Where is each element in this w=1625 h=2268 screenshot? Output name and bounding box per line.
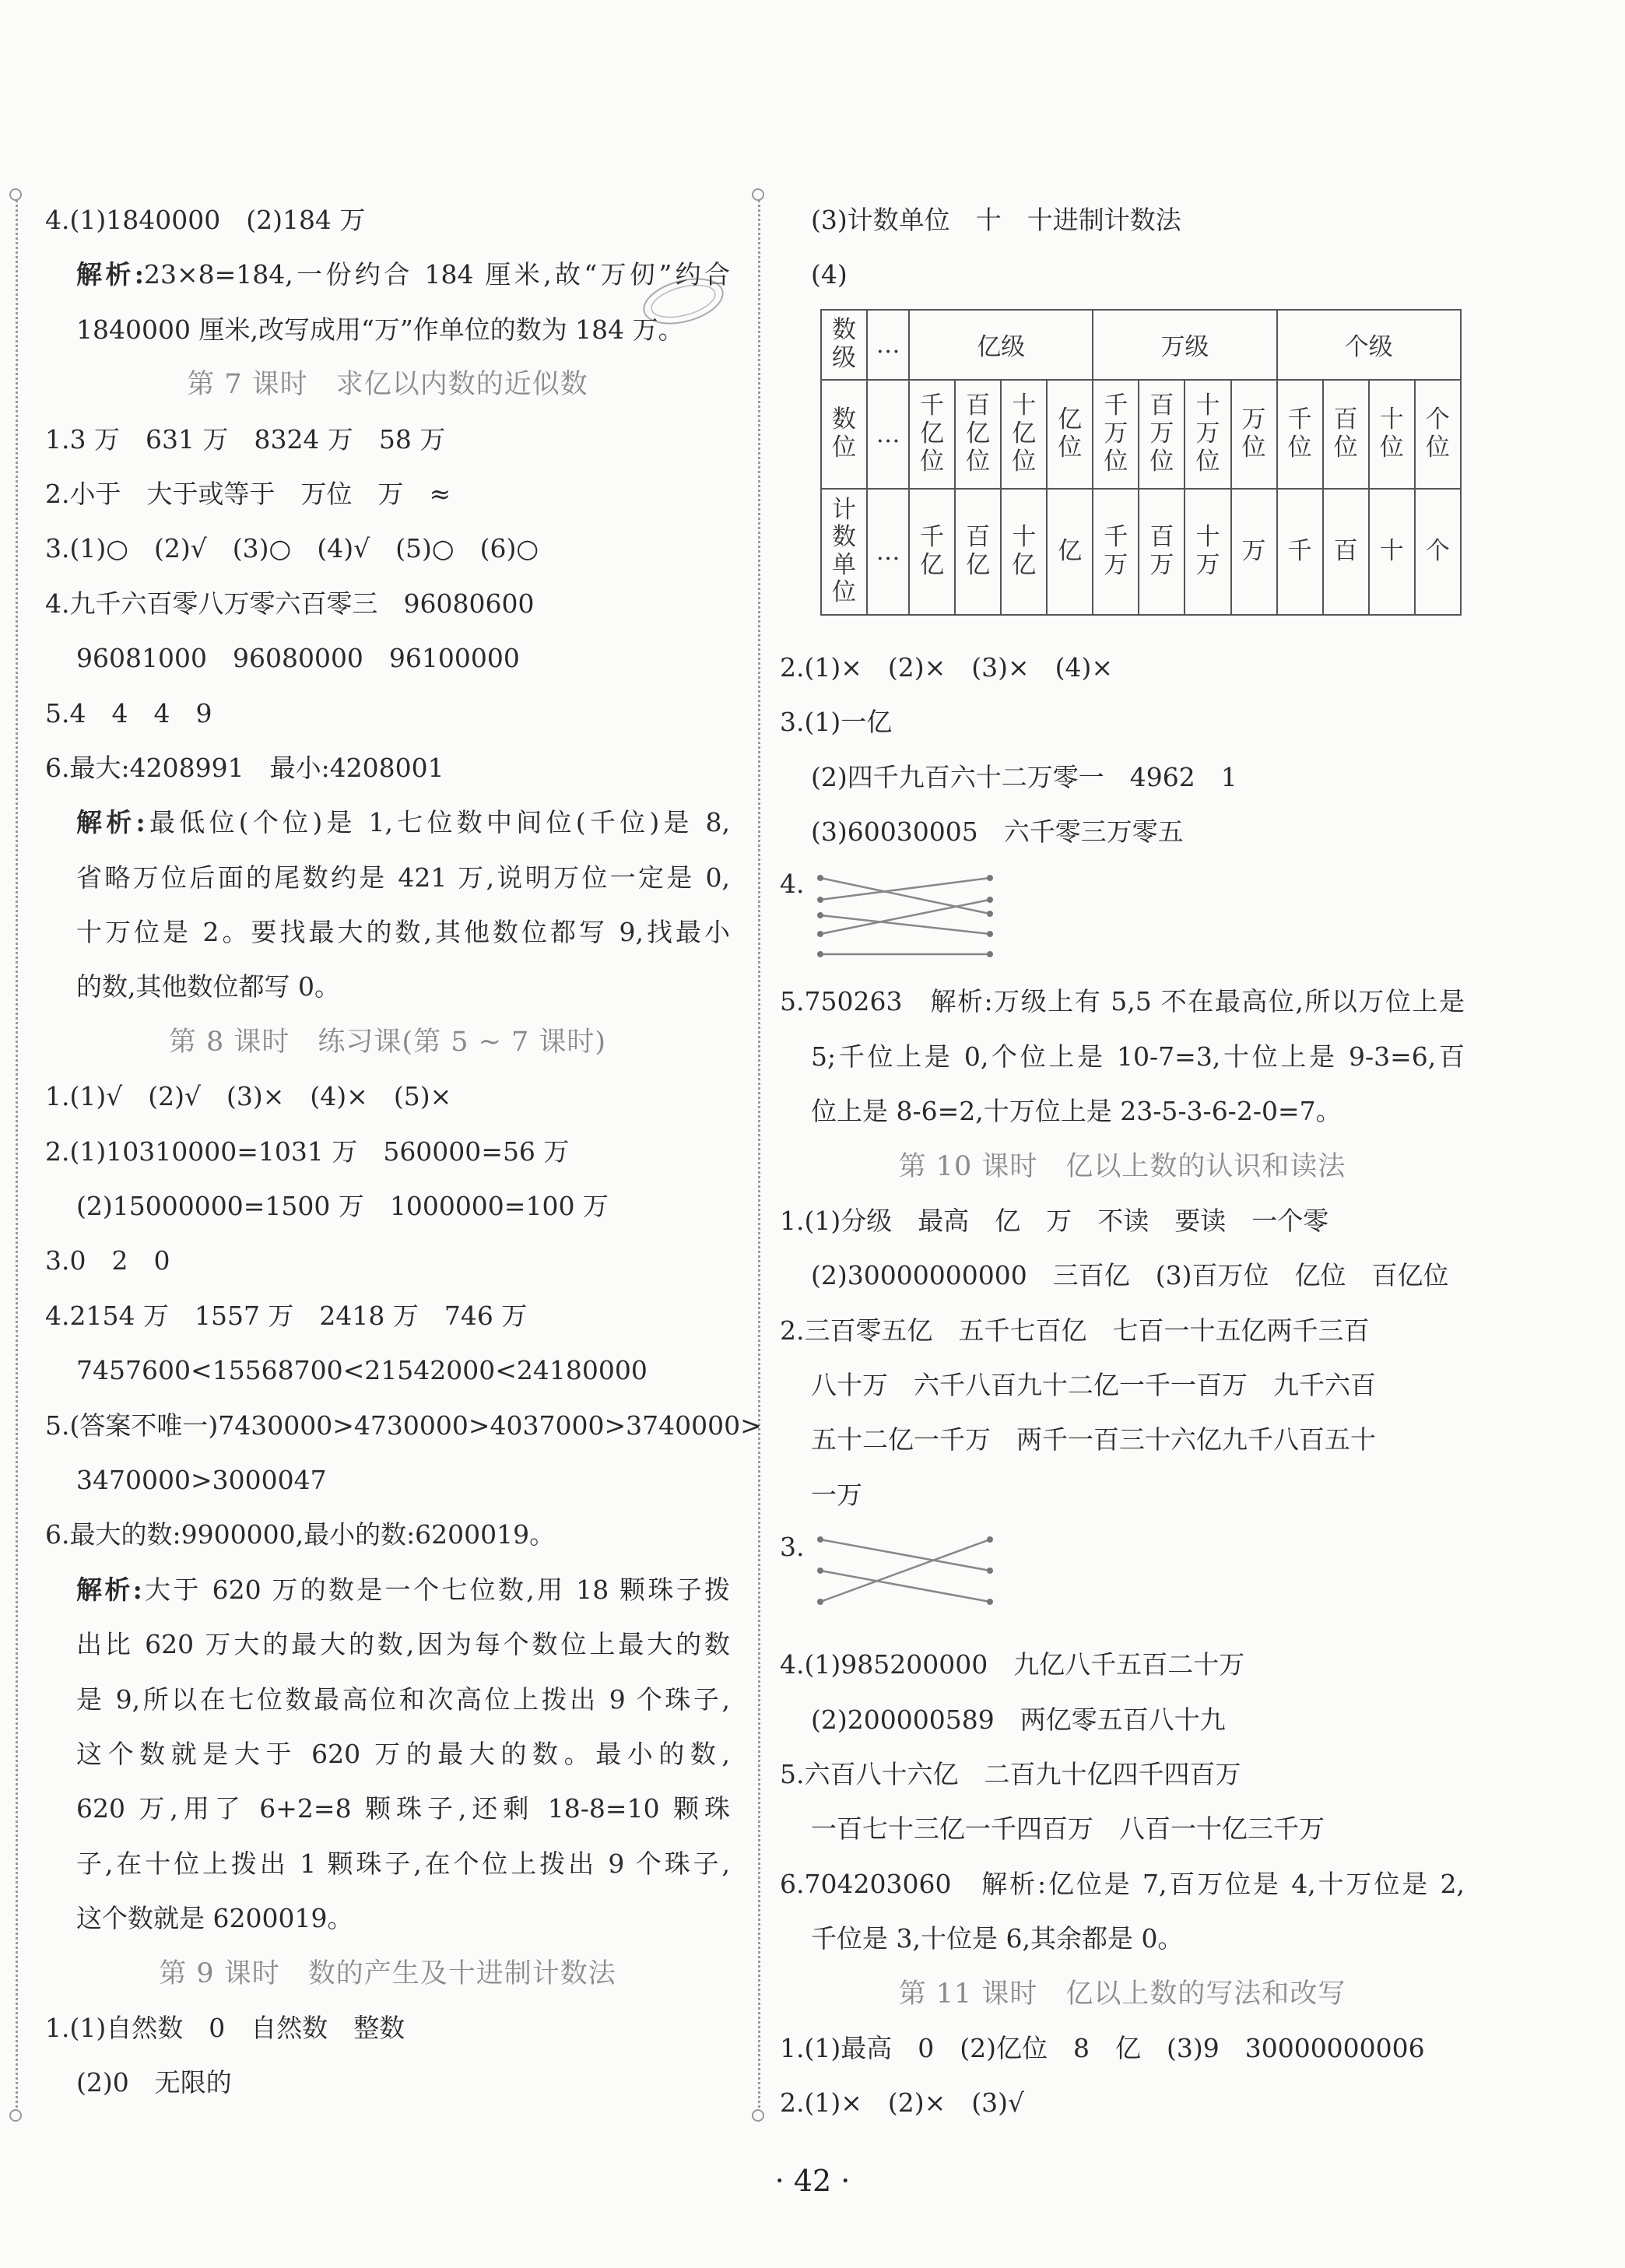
answer-line <box>780 1468 1465 1522</box>
section-heading: 第 8 课时 练习课(第 5 ~ 7 课时) <box>168 1026 607 1058</box>
answer-text: 1.(1)最高 0 (2)亿位 8 亿 (3)9 30000000006 <box>780 2032 1425 2063</box>
table-cell <box>1185 380 1230 489</box>
answer-text: 2.小于 大于或等于 万位 万 ≈ <box>45 478 451 509</box>
table-cell <box>1093 380 1139 489</box>
answer-text: 4.(1)985200000 九亿八千五百二十万 <box>780 1649 1245 1680</box>
answer-line <box>780 1030 1465 1084</box>
answer-line <box>780 1358 1465 1413</box>
answer-line <box>45 1617 730 1672</box>
answer-line <box>780 1693 1465 1747</box>
answer-text: 96081000 96080000 96100000 <box>76 643 520 674</box>
answer-line <box>45 1399 762 1453</box>
answer-line <box>780 248 1465 302</box>
answer-line <box>780 974 1465 1029</box>
analysis-label: 解析: <box>76 807 146 838</box>
answer-text: 2.(1)× (2)× (3)× (4)× <box>780 651 1114 683</box>
answer-line <box>45 905 730 960</box>
answer-text: 1.(1)自然数 0 自然数 整数 <box>45 2012 405 2043</box>
table-cell <box>1139 380 1185 489</box>
table-cell <box>1277 380 1323 489</box>
table-cell <box>1093 310 1276 380</box>
table-cell-text: … <box>876 537 900 566</box>
answer-line <box>780 1413 1465 1467</box>
answer-line <box>45 1782 730 1836</box>
binding-dot <box>752 188 764 201</box>
table-cell-text: 千亿 <box>920 523 945 579</box>
table-cell <box>1231 489 1277 615</box>
answer-text: 6.最大的数:9900000,最小的数:6200019。 <box>45 1519 556 1550</box>
table-cell <box>1047 380 1093 489</box>
answer-line <box>780 1248 1465 1303</box>
table-cell <box>1369 489 1415 615</box>
answer-text: 2.(1)10310000=1031 万 560000=56 万 <box>45 1136 570 1167</box>
answer-line <box>780 2076 1465 2130</box>
answer-text: 1.(1)分级 最高 亿 万 不读 要读 一个零 <box>780 1205 1329 1236</box>
section-heading: 第 9 课时 数的产生及十进制计数法 <box>159 1957 616 1989</box>
answer-text: 5.(答案不唯一)7430000>4730000>4037000>3740000> <box>45 1410 762 1441</box>
table-cell <box>821 380 867 489</box>
table-cell-text: 万级 <box>1160 333 1209 362</box>
table-cell <box>1093 489 1139 615</box>
table-row-levels <box>821 310 1461 380</box>
answer-line <box>45 577 730 631</box>
answer-text: 4.(1)1840000 (2)184 万 <box>45 205 366 235</box>
right-block-c <box>780 974 1465 1522</box>
question-number: 4. <box>780 869 805 900</box>
answer-text: 1.3 万 631 万 8324 万 58 万 <box>45 423 446 455</box>
match-dot <box>817 1599 823 1605</box>
match-dot <box>987 911 993 917</box>
table-cell-text: 百亿位 <box>966 391 991 476</box>
answer-text: 5.750263 解析:万级上有 5,5 不在最高位,所以万位上是 <box>780 986 1465 1017</box>
table-cell <box>1323 489 1369 615</box>
answer-line <box>45 1891 730 1946</box>
match-dot <box>817 897 823 903</box>
table-cell <box>909 310 1093 380</box>
answer-text: (2)30000000000 三百亿 (3)百万位 亿位 百亿位 <box>811 1260 1449 1291</box>
answer-line <box>780 1747 1465 1802</box>
answer-line <box>45 1837 730 1891</box>
left-column <box>45 193 762 2111</box>
match-line <box>820 1540 990 1571</box>
answer-text: 2.三百零五亿 五千七百亿 七百一十五亿两千三百 <box>780 1315 1370 1346</box>
match-line <box>820 900 990 934</box>
page-number: · 42 · <box>774 2164 851 2198</box>
answer-line <box>780 1857 1465 1912</box>
answer-text: 23×8=184,一份约合 184 厘米,故“万仞”约合 <box>143 259 730 290</box>
table-cell <box>1415 380 1461 489</box>
right-block-a <box>780 193 1465 303</box>
answer-text: 4.2154 万 1557 万 2418 万 746 万 <box>45 1300 528 1331</box>
table-cell-text: 十位 <box>1379 406 1404 462</box>
answer-line <box>45 413 730 467</box>
table-cell <box>1415 489 1461 615</box>
answer-line <box>45 1069 730 1124</box>
table-cell <box>1369 380 1415 489</box>
answer-text: 一百七十三亿一千四百万 八百一十亿三千万 <box>811 1813 1325 1845</box>
answer-line <box>45 851 730 905</box>
answer-text: 7457600<15568700<21542000<24180000 <box>76 1355 648 1386</box>
answer-line <box>45 1727 730 1782</box>
answer-text: 大于 620 万的数是一个七位数,用 18 颗珠子拨 <box>142 1574 730 1605</box>
answer-line <box>780 1802 1465 1856</box>
answer-text: 6.704203060 解析:亿位是 7,百万位是 4,十万位是 2, <box>780 1868 1465 1899</box>
answer-line <box>45 795 730 850</box>
answer-line <box>45 467 730 521</box>
table-cell-text: 十万 <box>1195 523 1220 579</box>
answer-text: 3.(1)一亿 <box>780 707 893 738</box>
answer-line <box>780 1084 1465 1139</box>
answer-line <box>45 521 730 576</box>
section-heading: 第 7 课时 求亿以内数的近似数 <box>187 369 588 401</box>
answer-text: 5;千位上是 0,个位上是 10-7=3,十位上是 9-3=6,百 <box>811 1041 1465 1072</box>
answer-text: 620 万,用了 6+2=8 颗珠子,还剩 18-8=10 颗珠 <box>76 1793 730 1824</box>
right-block-b <box>780 641 1465 860</box>
answer-text: 2.(1)× (2)× (3)√ <box>780 2087 1025 2119</box>
binding-dot <box>9 188 22 201</box>
table-cell-text: 计数单位 <box>832 495 857 607</box>
match-dot <box>987 897 993 903</box>
answer-line <box>45 1673 730 1727</box>
section-heading: 第 11 课时 亿以上数的写法和改写 <box>898 1978 1346 2010</box>
answer-line <box>45 2001 730 2056</box>
table-cell-text: … <box>876 330 900 359</box>
answer-text: 5.六百八十六亿 二百九十亿四千四百万 <box>780 1759 1241 1790</box>
answer-line <box>780 750 1465 805</box>
answer-text: 出比 620 万大的最大的数,因为每个数位上最大的数 <box>76 1629 730 1660</box>
place-value-table-wrap <box>780 303 1465 641</box>
answer-text: 1840000 厘米,改写成用“万”作单位的数为 184 万。 <box>76 314 684 345</box>
answer-line <box>45 686 730 741</box>
table-cell-text: 亿位 <box>1058 406 1083 462</box>
table-cell-text: 千亿位 <box>920 391 945 476</box>
right-block-d <box>780 1638 1465 2131</box>
table-cell-text: 千 <box>1287 537 1312 566</box>
table-row-places <box>821 380 1461 489</box>
table-cell-text: 百位 <box>1333 406 1358 462</box>
table-cell <box>955 380 1001 489</box>
answer-text: 位上是 8-6=2,十万位上是 23-5-3-6-2-0=7。 <box>811 1096 1342 1127</box>
match-dot <box>817 1568 823 1574</box>
match-line <box>820 1540 990 1602</box>
answer-text: 子,在十位上拨出 1 颗珠子,在个位上拨出 9 个珠子, <box>76 1848 730 1879</box>
match-dot <box>817 875 823 881</box>
table-cell <box>909 489 955 615</box>
answer-text: 3470000>3000047 <box>76 1464 327 1495</box>
table-cell-text: 千位 <box>1287 406 1312 462</box>
match-dot <box>817 931 823 937</box>
answer-text: 这个数就是 6200019。 <box>76 1903 353 1934</box>
table-cell <box>909 380 955 489</box>
answer-line <box>780 193 1465 248</box>
answer-line <box>780 2021 1465 2076</box>
match-dot <box>817 951 823 957</box>
match-line <box>820 915 990 934</box>
matching-diagram-2 <box>780 1522 1465 1638</box>
match-dot <box>987 1568 993 1574</box>
binding-guide-middle <box>758 195 760 2117</box>
answer-line <box>45 960 730 1014</box>
match-dot <box>987 1599 993 1605</box>
table-cell-text: 数级 <box>832 316 857 372</box>
section-heading: 第 10 课时 亿以上数的认识和读法 <box>898 1150 1346 1182</box>
answer-text: 千位是 3,十位是 6,其余都是 0。 <box>811 1923 1184 1954</box>
table-cell <box>1231 380 1277 489</box>
table-cell-text: 十亿 <box>1012 523 1037 579</box>
table-cell-text: 百 <box>1333 537 1358 566</box>
answer-line <box>45 1343 730 1398</box>
table-cell <box>955 489 1001 615</box>
answer-text: 5.4 4 4 9 <box>45 697 212 728</box>
match-dot <box>987 875 993 881</box>
answer-line <box>780 641 1465 695</box>
answer-line <box>45 1453 730 1508</box>
place-value-table <box>820 309 1462 616</box>
table-cell <box>821 310 867 380</box>
table-cell-text: 十万位 <box>1195 391 1220 476</box>
binding-dot <box>9 2109 22 2122</box>
table-cell-text: 数位 <box>832 406 857 462</box>
answer-line <box>45 303 730 357</box>
table-cell-text: 千万位 <box>1104 391 1128 476</box>
table-cell-text: 千万 <box>1104 523 1128 579</box>
answer-text: (2)四千九百六十二万零一 4962 1 <box>811 761 1237 792</box>
table-cell <box>1047 489 1093 615</box>
match-dot <box>987 1536 993 1543</box>
right-column <box>780 193 1465 2131</box>
answer-line <box>45 1234 730 1288</box>
table-cell-text: 百万位 <box>1149 391 1174 476</box>
analysis-label: 解析: <box>76 259 144 290</box>
table-cell <box>867 380 909 489</box>
answer-line <box>45 631 730 686</box>
answer-text: (4) <box>811 259 848 290</box>
table-cell <box>1277 310 1461 380</box>
answer-line <box>45 1179 730 1234</box>
table-cell-text: 十 <box>1379 537 1404 566</box>
match-dot <box>987 931 993 937</box>
table-cell-text: 十亿位 <box>1012 391 1037 476</box>
answer-text: (2)0 无限的 <box>76 2067 232 2098</box>
answer-line <box>780 695 1465 750</box>
table-cell-text: 个级 <box>1344 333 1393 362</box>
answer-line <box>780 805 1465 859</box>
answer-line <box>45 1508 730 1562</box>
answer-text: 十万位是 2。要找最大的数,其他数位都写 9,找最小 <box>76 917 730 948</box>
answer-line <box>45 1289 730 1343</box>
answer-text: (3)60030005 六千零三万零五 <box>811 816 1184 847</box>
analysis-label: 解析: <box>76 1574 142 1605</box>
table-cell-text: 个位 <box>1425 406 1450 462</box>
answer-text: (2)15000000=1500 万 1000000=100 万 <box>76 1191 609 1222</box>
match-dot <box>817 1536 823 1543</box>
table-cell-text: … <box>876 420 900 448</box>
table-cell-text: 亿级 <box>977 333 1026 362</box>
answer-text: 的数,其他数位都写 0。 <box>76 971 340 1002</box>
table-cell <box>1139 489 1185 615</box>
table-row-units <box>821 489 1461 615</box>
answer-text: 1.(1)√ (2)√ (3)× (4)× (5)× <box>45 1081 452 1112</box>
table-cell <box>867 310 909 380</box>
answer-line <box>780 1638 1465 1692</box>
answer-text: (2)200000589 两亿零五百八十九 <box>811 1704 1226 1735</box>
binding-dot <box>752 2109 764 2122</box>
answer-text: 3.0 2 0 <box>45 1245 170 1276</box>
answer-line <box>45 741 730 795</box>
answer-text: 3.(1)○ (2)√ (3)○ (4)√ (5)○ (6)○ <box>45 533 539 564</box>
table-cell <box>1185 489 1230 615</box>
answer-line <box>45 1563 730 1617</box>
answer-text: 这个数就是大于 620 万的最大的数。最小的数, <box>76 1738 730 1769</box>
table-cell <box>867 489 909 615</box>
answer-text: 6.最大:4208991 最小:4208001 <box>45 752 444 783</box>
match-line <box>820 1571 990 1602</box>
table-cell <box>1001 380 1047 489</box>
answer-text: 是 9,所以在七位数最高位和次高位上拨出 9 个珠子, <box>76 1683 730 1715</box>
table-cell-text: 万 <box>1241 537 1266 566</box>
question-number: 3. <box>780 1532 805 1563</box>
answer-line <box>45 193 730 248</box>
answer-line <box>780 1912 1465 1966</box>
table-cell <box>1277 489 1323 615</box>
match-dot <box>987 951 993 957</box>
answer-line <box>780 1304 1465 1358</box>
answer-line <box>45 1125 730 1179</box>
table-cell <box>821 489 867 615</box>
matching-diagram-1 <box>780 859 1465 974</box>
answer-text: 省略万位后面的尾数约是 421 万,说明万位一定是 0, <box>76 862 730 893</box>
table-cell-text: 亿 <box>1058 537 1083 566</box>
answer-text: 五十二亿一千万 两千一百三十六亿九千八百五十 <box>811 1424 1376 1455</box>
answer-line <box>45 2056 730 2110</box>
answer-text: (3)计数单位 十 十进制计数法 <box>811 205 1181 235</box>
table-cell-text: 个 <box>1425 537 1450 566</box>
table-cell-text: 百万 <box>1149 523 1174 579</box>
answer-text: 最低位(个位)是 1,七位数中间位(千位)是 8, <box>145 807 731 838</box>
table-cell <box>1001 489 1047 615</box>
answer-line <box>780 1194 1465 1248</box>
table-cell <box>1323 380 1369 489</box>
answer-text: 八十万 六千八百九十二亿一千一百万 九千六百 <box>811 1370 1376 1401</box>
answer-text: 4.九千六百零八万零六百零三 96080600 <box>45 588 535 619</box>
answer-text: 一万 <box>811 1479 862 1510</box>
match-dot <box>817 912 823 918</box>
table-cell-text: 万位 <box>1241 406 1266 462</box>
answer-line <box>45 248 730 302</box>
binding-guide-left <box>16 195 18 2117</box>
table-cell-text: 百亿 <box>966 523 991 579</box>
